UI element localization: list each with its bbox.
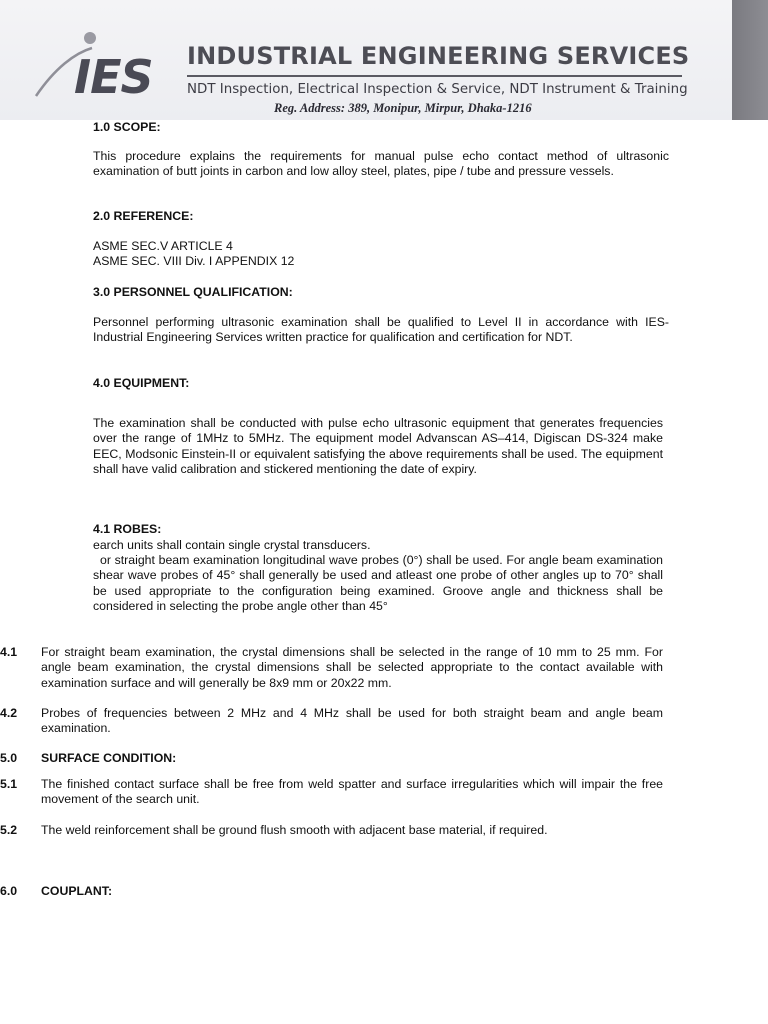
registered-address: Reg. Address: 389, Monipur, Mirpur, Dhaka-1216 [274, 101, 532, 115]
reference-item: ASME SEC. VIII Div. I APPENDIX 12 [93, 254, 295, 268]
logo-text: IES [74, 50, 153, 104]
company-tagline: NDT Inspection, Electrical Inspection & Service, NDT Instrument & Training [187, 82, 688, 97]
section-surface-heading: SURFACE CONDITION: [41, 751, 177, 765]
letterhead-side-bar [732, 0, 768, 120]
letterhead-divider [187, 75, 682, 77]
company-name: INDUSTRIAL ENGINEERING SERVICES [187, 42, 690, 70]
section-probes-line: earch units shall contain single crystal transducers. [93, 538, 371, 552]
section-scope-body: This procedure explains the requirements for manual pulse echo contact method of ultrasonic examination of butt joints in carbon and low alloy steel, plates, pipe / tube and pressure vessels. [93, 149, 669, 179]
section-reference-heading: 2.0 REFERENCE: [93, 209, 194, 223]
clause-number: 4.2 [0, 706, 18, 720]
clause-number: 5.2 [0, 823, 18, 837]
section-personnel-heading: 3.0 PERSONNEL QUALIFICATION: [93, 285, 293, 299]
section-scope-heading: 1.0 SCOPE: [93, 120, 161, 134]
clause-body: Probes of frequencies between 2 MHz and 4 MHz shall be used for both straight beam and angle beam examination. [41, 706, 663, 736]
letterhead [0, 0, 768, 120]
section-number: 5.0 [0, 751, 18, 765]
clause-body: The weld reinforcement shall be ground flush smooth with adjacent base material, if required. [41, 823, 548, 837]
section-personnel-body: Personnel performing ultrasonic examination shall be qualified to Level II in accordance with IES-Industrial Engineering Services written practice for qualification and certification for NDT. [93, 315, 669, 345]
clause-body: For straight beam examination, the crystal dimensions shall be selected in the range of 10 mm to 25 mm. For angle beam examination, the crystal dimensions shall be selected appropriate to the contact available with examination surface and will generally be 8x9 mm or 20x22 mm. [41, 645, 663, 690]
section-number: 6.0 [0, 884, 18, 898]
section-equipment-body: The examination shall be conducted with pulse echo ultrasonic equipment that generates frequencies over the range of 1MHz to 5MHz. The equipment model Advanscan AS–414, Digiscan DS-324 make EEC, Modsonic Einstein-II or equivalent satisfying the above requirements shall be used. The equipment shall have valid calibration and stickered mentioning the date of expiry. [93, 416, 663, 476]
section-probes-body: or straight beam examination longitudinal wave probes (0°) shall be used. For angle beam examination shear wave probes of 45° shall generally be used and atleast one probe of other angles up to 70° shall be used appropriate to the configuration being examined. Groove angle and thickness shall be considered in selecting the probe angle other than 45° [93, 553, 663, 613]
section-probes-heading: 4.1 ROBES: [93, 522, 162, 536]
clause-body: The finished contact surface shall be free from weld spatter and surface irregularities which will impair the free movement of the search unit. [41, 777, 663, 807]
reference-item: ASME SEC.V ARTICLE 4 [93, 239, 233, 253]
clause-number: 5.1 [0, 777, 18, 791]
clause-number: 4.1 [0, 645, 18, 659]
section-couplant-heading: COUPLANT: [41, 884, 113, 898]
section-equipment-heading: 4.0 EQUIPMENT: [93, 376, 190, 390]
